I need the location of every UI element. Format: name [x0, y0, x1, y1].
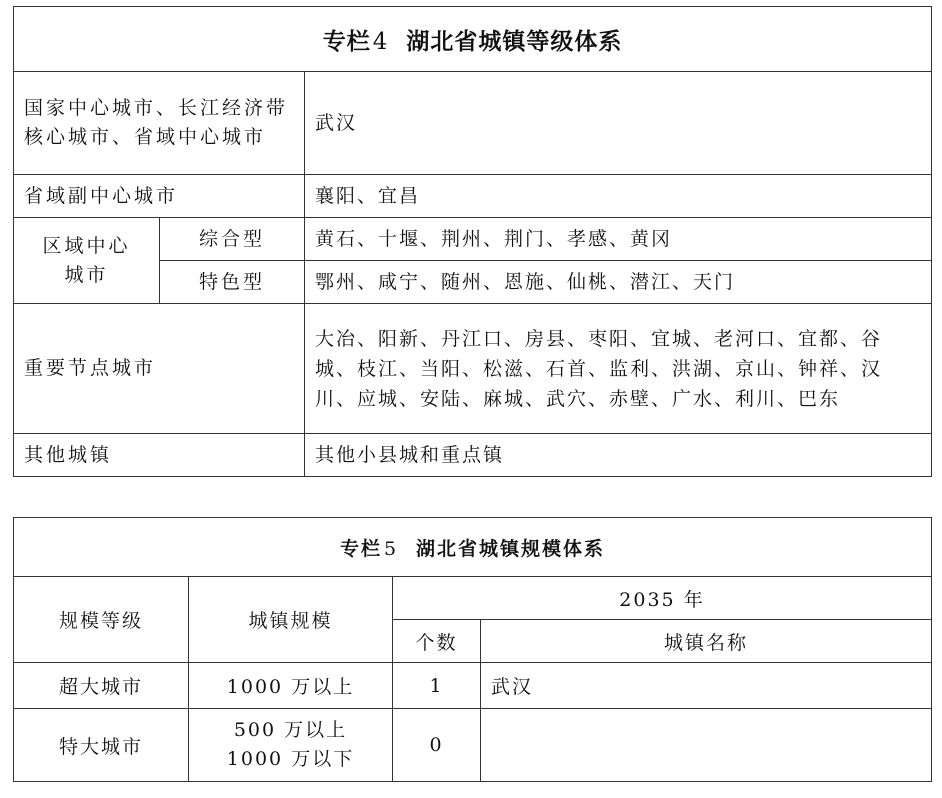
national-value: 武汉 [305, 72, 932, 175]
row1-scale: 1000 万以上 [189, 663, 393, 709]
regional-label: 区域中心城市 [14, 218, 160, 304]
box5-title-prefix: 专栏 [339, 537, 382, 560]
level-header: 规模等级 [14, 577, 189, 663]
row2-scale-line2: 1000 万以下 [226, 748, 355, 770]
national-label: 国家中心城市、长江经济带核心城市、省域中心城市 [14, 72, 305, 175]
row1-count: 1 [393, 663, 481, 709]
special-type: 特色型 [160, 261, 305, 304]
box4-title-prefix: 专栏 [322, 28, 371, 55]
other-label: 其他城镇 [14, 434, 305, 477]
box5-title-text: 湖北省城镇规模体系 [416, 537, 606, 560]
row1-names: 武汉 [481, 663, 932, 709]
box5-table [13, 517, 932, 782]
box4-title [14, 7, 932, 72]
node-value: 大冶、阳新、丹江口、房县、枣阳、宜城、老河口、宜都、谷城、枝江、当阳、松滋、石首、监利、洪湖、京山、钟祥、汉川、应城、安陆、麻城、武穴、赤壁、广水、利川、巴东 [305, 304, 932, 434]
scale-header: 城镇规模 [189, 577, 393, 663]
year-header: 2035 年 [393, 577, 932, 620]
other-value: 其他小县城和重点镇 [305, 434, 932, 477]
box4-table [13, 6, 932, 477]
box5-title-num: 5 [383, 537, 399, 560]
row2-level: 特大城市 [14, 709, 189, 782]
row1-level: 超大城市 [14, 663, 189, 709]
box4-title-num: 4 [372, 28, 389, 55]
sub-center-label: 省域副中心城市 [14, 175, 305, 218]
special-value: 鄂州、咸宁、随州、恩施、仙桃、潜江、天门 [305, 261, 932, 304]
comprehensive-type: 综合型 [160, 218, 305, 261]
sub-center-value: 襄阳、宜昌 [305, 175, 932, 218]
node-label: 重要节点城市 [14, 304, 305, 434]
count-header: 个数 [393, 620, 481, 663]
row2-scale-line1: 500 万以上 [233, 719, 348, 741]
row2-count: 0 [393, 709, 481, 782]
comprehensive-value: 黄石、十堰、荆州、荆门、孝感、黄冈 [305, 218, 932, 261]
names-header: 城镇名称 [481, 620, 932, 663]
box4-title-text: 湖北省城镇等级体系 [406, 28, 623, 55]
box5-title [14, 518, 932, 577]
row2-names [481, 709, 932, 782]
row2-scale [189, 709, 393, 782]
